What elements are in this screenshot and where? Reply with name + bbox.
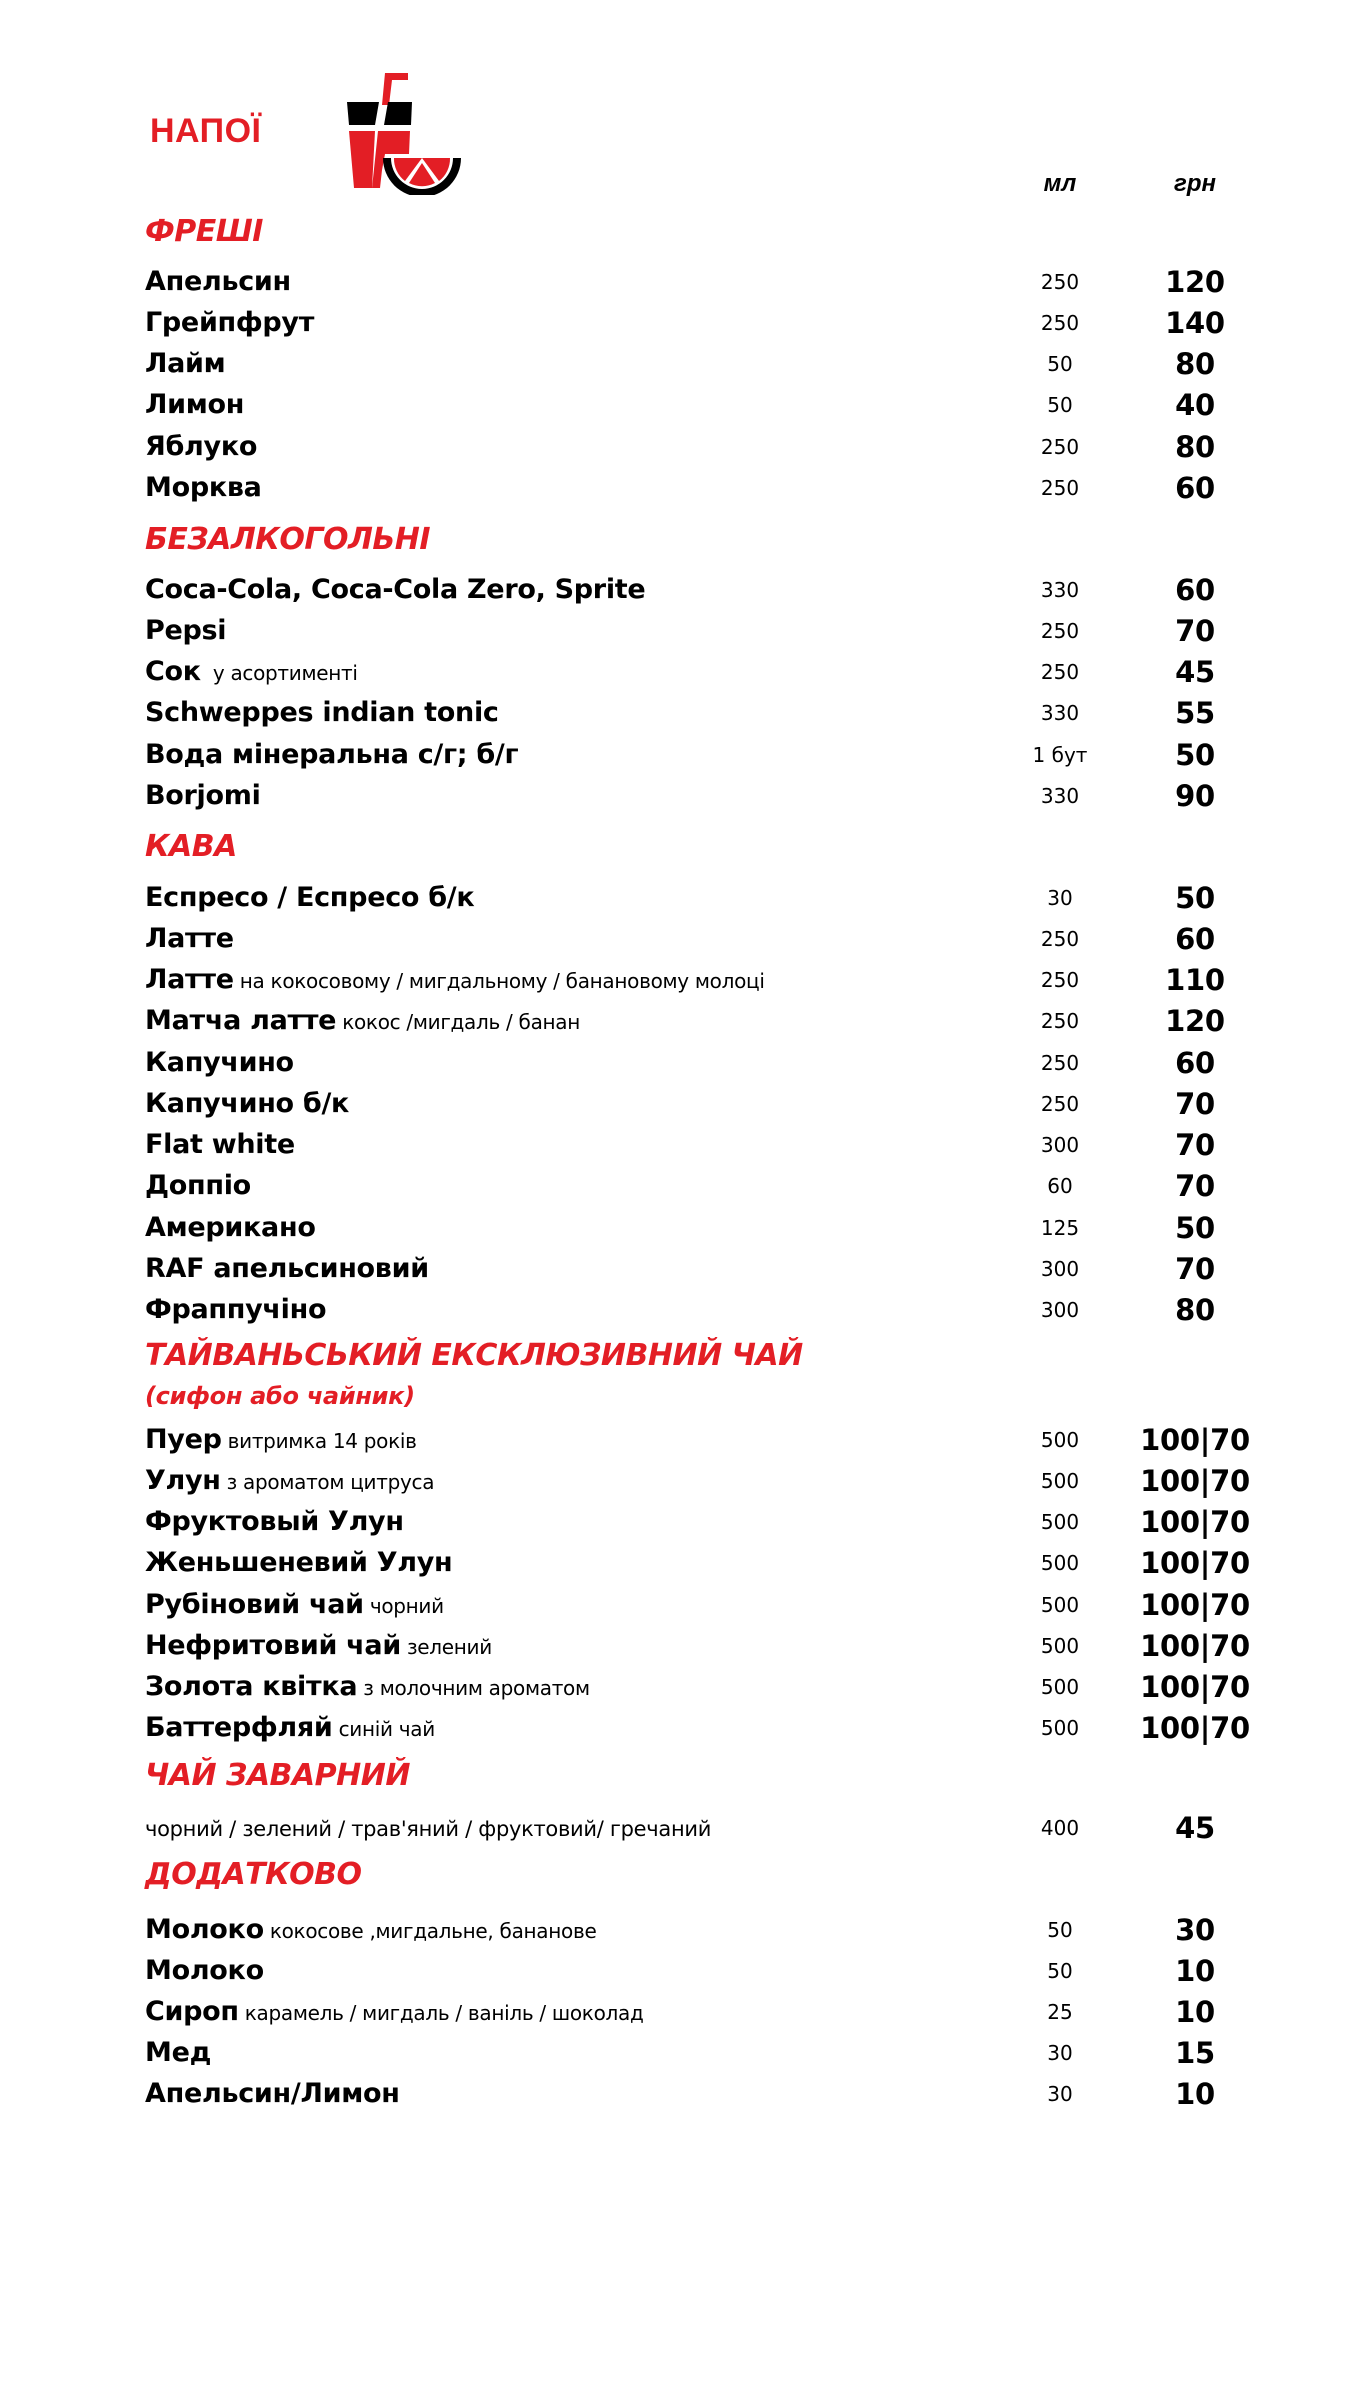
section-heading: ЧАЙ ЗАВАРНИЙ <box>145 1758 410 1793</box>
item-name: Фраппучіно <box>145 1294 327 1325</box>
item-name: Сок <box>145 656 201 687</box>
item-price: 100|70 <box>1140 1464 1250 1498</box>
item-price: 70 <box>1175 614 1215 648</box>
menu-item <box>0 303 1351 343</box>
item-name: Рубіновий чай <box>145 1589 364 1620</box>
item-name: Улун <box>145 1465 221 1496</box>
item-label <box>145 1001 580 1042</box>
item-price: 50 <box>1175 1211 1215 1245</box>
item-label <box>145 385 244 425</box>
item-label <box>145 1502 404 1542</box>
item-label <box>145 570 645 610</box>
menu-item <box>0 2033 1351 2073</box>
item-name: Матча латте <box>145 1005 337 1036</box>
item-price: 70 <box>1175 1128 1215 1162</box>
menu-item <box>0 878 1351 918</box>
item-volume: 300 <box>1040 1257 1080 1281</box>
item-volume: 330 <box>1040 578 1080 602</box>
item-name: Женьшеневий Улун <box>145 1547 453 1578</box>
item-price: 110 <box>1165 963 1225 997</box>
item-name: Фруктовый Улун <box>145 1506 404 1537</box>
item-name: Нефритовий чай <box>145 1630 401 1661</box>
cup-lid <box>347 102 379 125</box>
item-price: 60 <box>1175 573 1215 607</box>
item-name: Flat white <box>145 1129 295 1160</box>
menu-item <box>0 652 1351 692</box>
drink-cup-icon <box>345 70 475 195</box>
item-label <box>145 1708 435 1749</box>
item-label <box>145 960 765 1001</box>
item-label <box>145 611 226 651</box>
item-volume: 250 <box>1040 968 1080 992</box>
item-volume: 500 <box>1040 1510 1080 1534</box>
item-name: Баттерфляй <box>145 1712 333 1743</box>
item-label <box>145 1166 251 1206</box>
menu-item <box>0 1910 1351 1950</box>
menu-item <box>0 1951 1351 1991</box>
item-price: 90 <box>1175 779 1215 813</box>
item-price: 70 <box>1175 1252 1215 1286</box>
item-volume: 330 <box>1040 701 1080 725</box>
menu-item <box>0 611 1351 651</box>
item-label <box>145 1461 434 1502</box>
item-name: Апельсин/Лимон <box>145 2078 400 2109</box>
menu-item <box>0 1249 1351 1289</box>
menu-item <box>0 1420 1351 1460</box>
item-label <box>145 344 225 384</box>
item-name: Грейпфрут <box>145 307 315 338</box>
item-label <box>145 776 261 816</box>
item-volume: 500 <box>1040 1716 1080 1740</box>
item-volume: 50 <box>1047 1959 1073 1983</box>
cup-body <box>349 131 375 188</box>
item-volume: 330 <box>1040 784 1080 808</box>
item-description: кокосове ,мигдальне, бананове <box>269 1919 597 1943</box>
section-subtitle: (сифон або чайник) <box>145 1382 415 1410</box>
menu-item <box>0 570 1351 610</box>
item-label <box>145 427 257 467</box>
item-label <box>145 735 518 775</box>
menu-item <box>0 2074 1351 2114</box>
item-price: 100|70 <box>1140 1505 1250 1539</box>
item-price: 50 <box>1175 881 1215 915</box>
item-description: з молочним ароматом <box>363 1676 590 1700</box>
item-label <box>145 1667 590 1708</box>
item-volume: 500 <box>1040 1593 1080 1617</box>
item-price: 55 <box>1175 696 1215 730</box>
item-label <box>145 262 291 302</box>
item-price: 30 <box>1175 1913 1215 1947</box>
menu-item <box>0 960 1351 1000</box>
item-name: Латте <box>145 923 234 954</box>
item-name: Молоко <box>145 1914 264 1945</box>
section-heading: БЕЗАЛКОГОЛЬНІ <box>145 522 431 557</box>
item-volume: 500 <box>1040 1675 1080 1699</box>
item-description: з ароматом цитруса <box>226 1470 435 1494</box>
item-volume: 1 бут <box>1032 743 1088 767</box>
item-volume: 50 <box>1047 1918 1073 1942</box>
item-name: Апельсин <box>145 266 291 297</box>
item-volume: 500 <box>1040 1551 1080 1575</box>
item-volume: 400 <box>1040 1816 1080 1840</box>
item-name: Молоко <box>145 1955 264 1986</box>
item-volume: 500 <box>1040 1428 1080 1452</box>
item-label <box>145 1951 264 1991</box>
menu-item <box>0 776 1351 816</box>
column-header-price: грн <box>1174 170 1216 197</box>
item-name: Schweppes indian tonic <box>145 697 499 728</box>
item-label <box>145 1808 711 1849</box>
item-label <box>145 1208 316 1248</box>
item-name: Pepsi <box>145 615 227 646</box>
item-name: Латте <box>145 964 234 995</box>
item-label <box>145 652 358 693</box>
item-volume: 25 <box>1047 2000 1073 2024</box>
item-label <box>145 1249 429 1289</box>
item-name: Американо <box>145 1212 316 1243</box>
item-description: кокос /мигдаль / банан <box>342 1010 581 1034</box>
menu-item <box>0 1585 1351 1625</box>
item-price: 120 <box>1165 265 1225 299</box>
item-price: 60 <box>1175 1046 1215 1080</box>
item-volume: 30 <box>1047 886 1073 910</box>
item-name: Яблуко <box>145 431 258 462</box>
item-price: 45 <box>1175 1811 1215 1845</box>
menu-item <box>0 1461 1351 1501</box>
item-label <box>145 1910 596 1951</box>
item-price: 10 <box>1175 1954 1215 1988</box>
item-volume: 300 <box>1040 1133 1080 1157</box>
menu-item <box>0 735 1351 775</box>
menu-item <box>0 344 1351 384</box>
item-name: Капучино <box>145 1047 294 1078</box>
menu-item <box>0 1125 1351 1165</box>
menu-item <box>0 1290 1351 1330</box>
item-volume: 250 <box>1040 1009 1080 1033</box>
item-price: 140 <box>1165 306 1225 340</box>
item-name: Сироп <box>145 1996 239 2027</box>
item-description: синій чай <box>338 1717 435 1741</box>
item-description: чорний / зелений / трав'яний / фруктовий/ гречаний <box>145 1817 712 1841</box>
menu-item <box>0 1502 1351 1542</box>
item-price: 15 <box>1175 2036 1215 2070</box>
item-label <box>145 2074 400 2114</box>
menu-item <box>0 1043 1351 1083</box>
item-description: карамель / мигдаль / ваніль / шоколад <box>244 2001 644 2025</box>
item-name: Лимон <box>145 389 245 420</box>
item-volume: 250 <box>1040 1051 1080 1075</box>
item-price: 60 <box>1175 922 1215 956</box>
menu-item <box>0 919 1351 959</box>
item-name: Золота квітка <box>145 1671 358 1702</box>
menu-item <box>0 1992 1351 2032</box>
item-label <box>145 1125 295 1165</box>
item-price: 80 <box>1175 1293 1215 1327</box>
column-header-volume: мл <box>1043 170 1077 197</box>
item-label <box>145 1585 444 1626</box>
item-label <box>145 2033 211 2073</box>
item-price: 120 <box>1165 1004 1225 1038</box>
item-volume: 60 <box>1047 1174 1073 1198</box>
menu-item <box>0 1808 1351 1848</box>
item-label <box>145 1084 349 1124</box>
menu-item <box>0 468 1351 508</box>
menu-item <box>0 1208 1351 1248</box>
item-label <box>145 468 262 508</box>
item-volume: 250 <box>1040 311 1080 335</box>
menu-item <box>0 1001 1351 1041</box>
item-name: Borjomi <box>145 780 261 811</box>
item-name: Капучино б/к <box>145 1088 350 1119</box>
item-volume: 50 <box>1047 393 1073 417</box>
straw-icon <box>382 73 408 105</box>
item-price: 10 <box>1175 1995 1215 2029</box>
item-price: 50 <box>1175 738 1215 772</box>
menu-item <box>0 1084 1351 1124</box>
item-description: чорний <box>369 1594 444 1618</box>
item-name: Лайм <box>145 348 226 379</box>
item-volume: 125 <box>1040 1216 1080 1240</box>
menu-item <box>0 427 1351 467</box>
item-volume: 250 <box>1040 270 1080 294</box>
section-heading: КАВА <box>145 829 237 864</box>
item-name: Морква <box>145 472 262 503</box>
item-volume: 250 <box>1040 927 1080 951</box>
item-label <box>145 693 499 733</box>
menu-item <box>0 385 1351 425</box>
item-volume: 250 <box>1040 1092 1080 1116</box>
item-description: у асортименті <box>206 661 358 685</box>
item-volume: 500 <box>1040 1634 1080 1658</box>
item-price: 80 <box>1175 430 1215 464</box>
item-price: 60 <box>1175 471 1215 505</box>
item-label <box>145 1290 326 1330</box>
item-name: Вода мінеральна с/г; б/г <box>145 739 519 770</box>
item-price: 40 <box>1175 388 1215 422</box>
item-volume: 250 <box>1040 435 1080 459</box>
menu-item <box>0 1626 1351 1666</box>
item-price: 100|70 <box>1140 1423 1250 1457</box>
section-heading: ФРЕШІ <box>145 214 263 249</box>
menu-item <box>0 1708 1351 1748</box>
item-label <box>145 1043 294 1083</box>
item-label <box>145 1626 492 1667</box>
item-volume: 300 <box>1040 1298 1080 1322</box>
menu-item <box>0 262 1351 302</box>
item-volume: 250 <box>1040 660 1080 684</box>
item-price: 100|70 <box>1140 1629 1250 1663</box>
item-label <box>145 1420 417 1461</box>
item-name: Мед <box>145 2037 212 2068</box>
item-volume: 500 <box>1040 1469 1080 1493</box>
item-volume: 30 <box>1047 2041 1073 2065</box>
item-description: витримка 14 років <box>227 1429 417 1453</box>
menu-item <box>0 693 1351 733</box>
item-label <box>145 1543 452 1583</box>
item-price: 100|70 <box>1140 1546 1250 1580</box>
item-price: 45 <box>1175 655 1215 689</box>
item-volume: 50 <box>1047 352 1073 376</box>
item-volume: 250 <box>1040 619 1080 643</box>
item-price: 10 <box>1175 2077 1215 2111</box>
item-name: Пуер <box>145 1424 222 1455</box>
page-title: НАПОЇ <box>150 112 262 150</box>
item-volume: 250 <box>1040 476 1080 500</box>
menu-item <box>0 1667 1351 1707</box>
item-price: 70 <box>1175 1169 1215 1203</box>
item-price: 80 <box>1175 347 1215 381</box>
item-name: Coca-Cola, Coca-Cola Zero, Sprite <box>145 574 646 605</box>
item-price: 100|70 <box>1140 1588 1250 1622</box>
item-price: 70 <box>1175 1087 1215 1121</box>
item-label <box>145 919 234 959</box>
item-name: Еспресо / Еспресо б/к <box>145 882 475 913</box>
menu-item <box>0 1543 1351 1583</box>
section-heading: ДОДАТКОВО <box>145 1857 362 1892</box>
item-description: зелений <box>406 1635 492 1659</box>
item-volume: 30 <box>1047 2082 1073 2106</box>
item-description: на кокосовому / мигдальному / банановому молоці <box>239 969 765 993</box>
item-name: RAF апельсиновий <box>145 1253 429 1284</box>
item-label <box>145 878 474 918</box>
item-price: 100|70 <box>1140 1711 1250 1745</box>
item-name: Доппіо <box>145 1170 251 1201</box>
item-label <box>145 303 314 343</box>
item-price: 100|70 <box>1140 1670 1250 1704</box>
section-heading: ТАЙВАНЬСЬКИЙ ЕКСКЛЮЗИВНИЙ ЧАЙ <box>145 1338 803 1373</box>
item-label <box>145 1992 644 2033</box>
menu-item <box>0 1166 1351 1206</box>
